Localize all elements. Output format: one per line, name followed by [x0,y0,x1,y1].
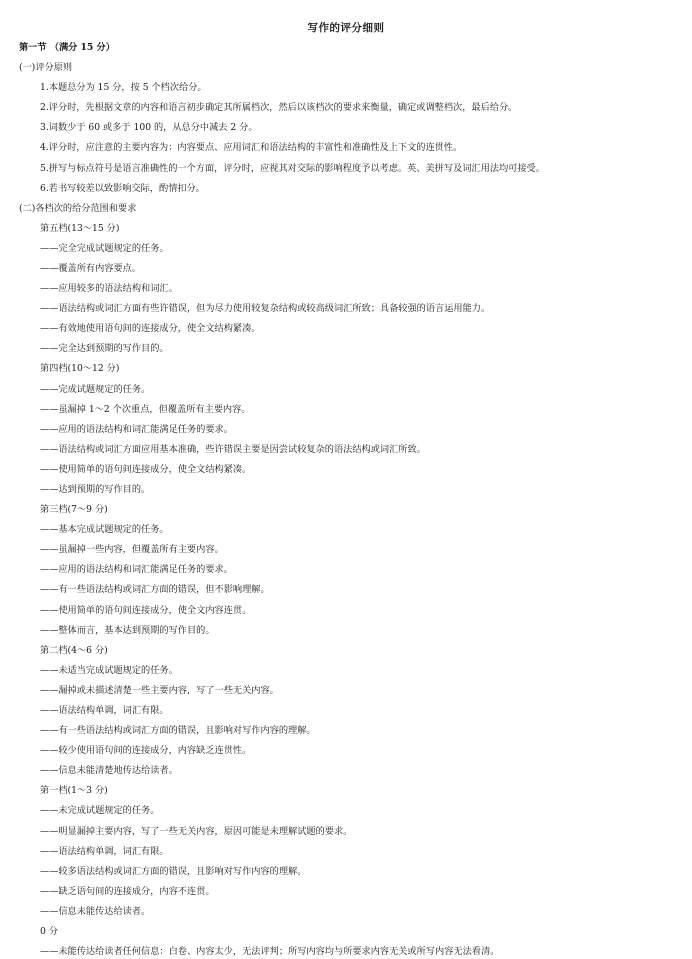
tier-item: ——较少使用语句间的连接成分，内容缺乏连贯性。 [40,745,252,757]
tier-item: ——未完成试题规定的任务。 [40,805,160,817]
section-heading: 第一节 （满分 15 分） [19,42,115,53]
tier-item: ——语法结构单调，词汇有限。 [40,845,169,857]
tier-heading: 0 分 [40,925,58,937]
tier-item: ——应用的语法结构和词汇能满足任务的要求。 [40,423,233,435]
tier-item: ——语法结构单调，词汇有限。 [40,704,169,716]
tier-item: ——明显漏掉主要内容，写了一些无关内容，原因可能是未理解试题的要求。 [40,825,353,837]
principle-item: 1.本题总分为 15 分，按 5 个档次给分。 [40,82,207,94]
principle-item: 6.若书写较差以致影响交际，酌情扣分。 [40,182,205,194]
tier-item: ——有一些语法结构或词汇方面的错误，但不影响理解。 [40,584,270,596]
tier-heading: 第五档(13～15 分) [40,222,120,234]
tier-item: ——完成试题规定的任务。 [40,383,151,395]
tier-item: ——缺乏语句间的连接成分，内容不连贯。 [40,885,215,897]
tier-heading: 第四档(10～12 分) [40,363,120,375]
tier-item: ——信息未能传达给读者。 [40,905,151,917]
tier-item: ——未适当完成试题规定的任务。 [40,664,178,676]
tier-item: ——使用简单的语句间连接成分，使全文结构紧凑。 [40,463,252,475]
tier-item: ——完全达到预期的写作目的。 [40,343,169,355]
principle-item: 4.评分时，应注意的主要内容为：内容要点、应用词汇和语法结构的丰富性和准确性及上下文的连贯性。 [40,142,463,154]
tier-item: ——应用较多的语法结构和词汇。 [40,283,178,295]
tier-item: ——信息未能清楚地传达给读者。 [40,765,178,777]
principle-item: 2.评分时，先根据文章的内容和语言初步确定其所属档次，然后以该档次的要求来衡量，确定或调整档次，最后给分。 [40,102,518,114]
tier-item: ——语法结构或词汇方面应用基本准确，些许错误主要是因尝试较复杂的语法结构或词汇所致。 [40,443,426,455]
part-heading-principles: (一)评分原则 [19,62,73,74]
principle-item: 5.拼写与标点符号是语言准确性的一个方面，评分时，应视其对交际的影响程度予以考虑。英、美拼写及词汇用法均可接受。 [40,162,545,174]
tier-item: ——虽漏掉一些内容，但覆盖所有主要内容。 [40,544,224,556]
tier-item: ——语法结构或词汇方面有些许错误，但为尽力使用较复杂结构或较高级词汇所致；具备较强的语言运用能力。 [40,303,491,315]
tier-item: ——使用简单的语句间连接成分，使全文内容连贯。 [40,604,252,616]
tier-item: ——漏掉或未描述清楚一些主要内容，写了一些无关内容。 [40,684,279,696]
tier-item: ——基本完成试题规定的任务。 [40,524,169,536]
tier-item: ——有效地使用语句间的连接成分，使全文结构紧凑。 [40,323,261,335]
tier-item: ——完全完成试题规定的任务。 [40,242,169,254]
tier-item: ——达到预期的写作目的。 [40,484,151,495]
tier-item: ——较多语法结构或词汇方面的错误，且影响对写作内容的理解。 [40,865,307,877]
tier-item: ——应用的语法结构和词汇能满足任务的要求。 [40,564,233,576]
principle-item: 3.词数少于 60 或多于 100 的，从总分中减去 2 分。 [40,122,258,134]
tier-item: ——有一些语法结构或词汇方面的错误，且影响对写作内容的理解。 [40,725,316,736]
tier-heading: 第二档(4～6 分) [40,644,108,656]
tier-item: ——虽漏掉 1～2 个次重点，但覆盖所有主要内容。 [40,403,251,415]
part-heading-tiers: (二)各档次的给分范围和要求 [19,202,137,214]
page-title: 写作的评分细则 [307,22,385,34]
tier-heading: 第一档(1～3 分) [40,785,108,797]
tier-item: ——未能传达给读者任何信息：白卷、内容太少，无法评判；所写内容均与所要求内容无关或所写内容无法看清。 [40,946,500,957]
tier-heading: 第三档(7～9 分) [40,504,108,515]
tier-item: ——覆盖所有内容要点。 [40,263,142,274]
tier-item: ——整体而言，基本达到预期的写作目的。 [40,624,215,636]
